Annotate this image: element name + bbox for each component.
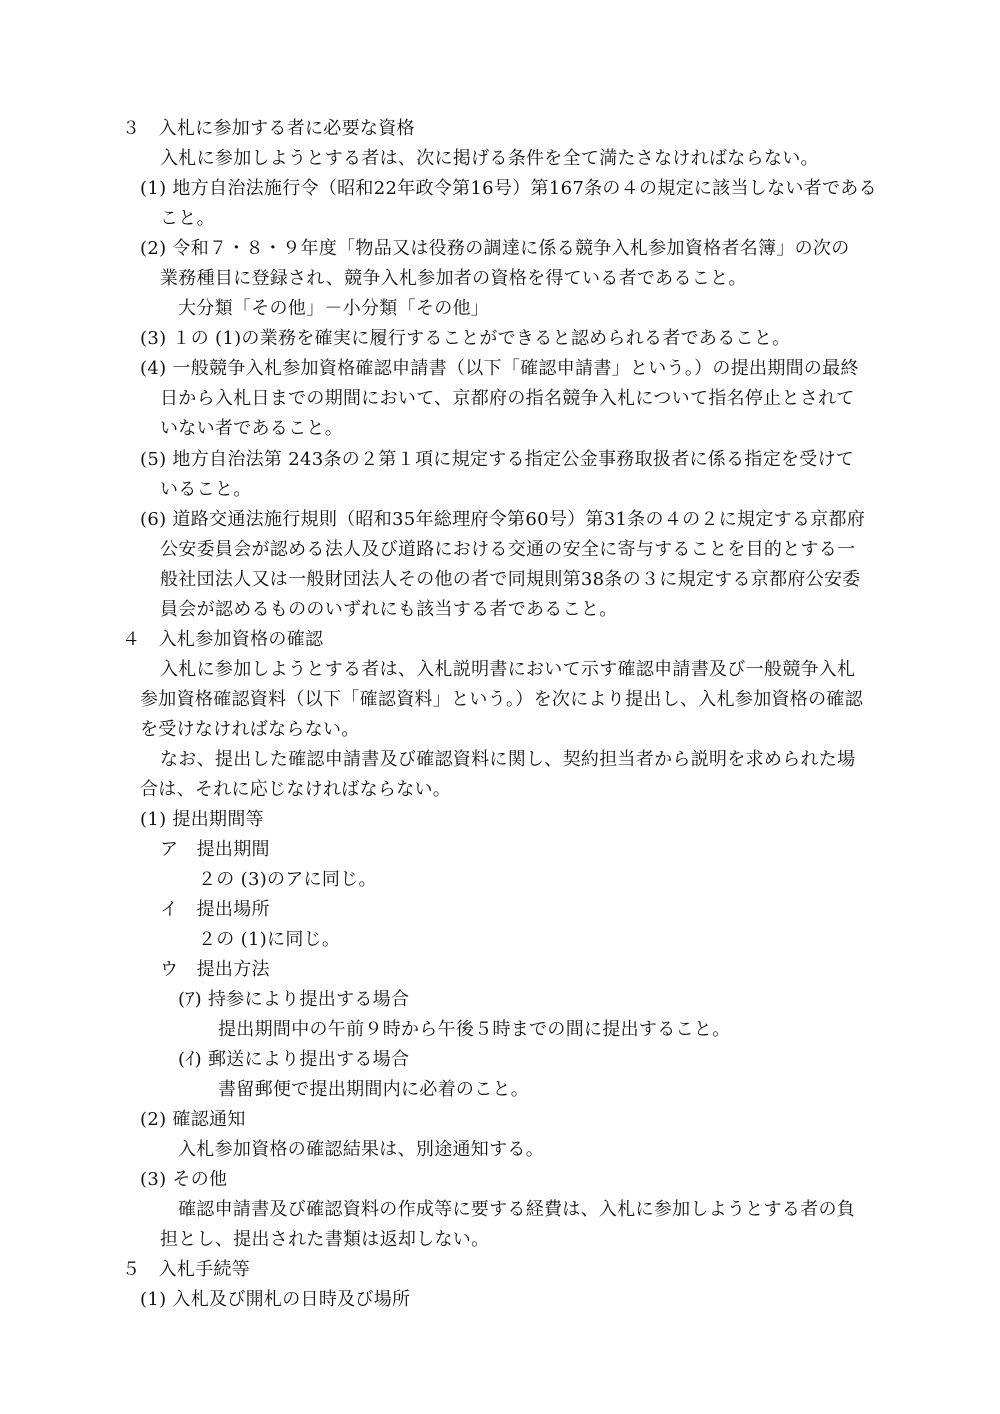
item-4-1-u-a-heading: (ｱ) 持参により提出する場合 <box>178 989 410 1010</box>
item-5-1-heading: (1) 入札及び開札の日時及び場所 <box>140 1289 411 1310</box>
item-4-1-a-body: ２の (3)のアに同じ。 <box>198 869 377 890</box>
item-3-6-line-4: 員会が認めるもののいずれにも該当する者であること。 <box>160 599 618 620</box>
item-4-1-u-a-body: 提出期間中の午前９時から午後５時までの間に提出すること。 <box>218 1019 731 1040</box>
section-4-heading: ４ 入札参加資格の確認 <box>122 629 324 650</box>
item-4-3-body-line-2: 担とし、提出された書類は返却しない。 <box>160 1229 490 1250</box>
item-3-1-line-2: こと。 <box>160 208 215 229</box>
item-3-6-line-1: (6) 道路交通法施行規則（昭和35年総理府令第60号）第31条の４の２に規定する京都府 <box>140 509 866 530</box>
item-3-6-line-2: 公安委員会が認める法人及び道路における交通の安全に寄与することを目的とする一 <box>160 539 856 560</box>
item-3-4-line-3: いない者であること。 <box>160 418 343 439</box>
item-3-5-line-1: (5) 地方自治法第 243条の２第１項に規定する指定公金事務取扱者に係る指定を受けて <box>140 449 855 470</box>
item-3-2-line-2: 業務種目に登録され、競争入札参加者の資格を得ている者であること。 <box>160 268 747 289</box>
item-4-3-heading: (3) その他 <box>140 1169 228 1190</box>
item-4-1-a-heading: ア 提出期間 <box>160 839 270 860</box>
item-4-3-body-line-1: 確認申請書及び確認資料の作成等に要する経費は、入札に参加しようとする者の負 <box>178 1199 856 1220</box>
section-4-para-2-line-1: なお、提出した確認申請書及び確認資料に関し、契約担当者から説明を求められた場 <box>160 749 856 770</box>
item-4-1-i-heading: イ 提出場所 <box>160 899 270 920</box>
item-4-1-u-i-heading: (ｲ) 郵送により提出する場合 <box>178 1049 410 1070</box>
section-3-heading: ３ 入札に参加する者に必要な資格 <box>122 118 415 139</box>
item-4-1-heading: (1) 提出期間等 <box>140 809 264 830</box>
section-3-intro: 入札に参加しようとする者は、次に掲げる条件を全て満たさなければならない。 <box>160 148 819 169</box>
item-4-1-i-body: ２の (1)に同じ。 <box>198 929 341 950</box>
section-4-para-1-line-1: 入札に参加しようとする者は、入札説明書において示す確認申請書及び一般競争入札 <box>160 659 856 680</box>
section-4-para-2-line-2: 合は、それに応じなければならない。 <box>140 779 452 800</box>
item-4-1-u-i-body: 書留郵便で提出期間内に必着のこと。 <box>218 1079 530 1100</box>
item-4-2-body: 入札参加資格の確認結果は、別途通知する。 <box>178 1139 544 1160</box>
item-3-6-line-3: 般社団法人又は一般財団法人その他の者で同規則第38条の３に規定する京都府公安委 <box>160 569 861 590</box>
item-3-4-line-2: 日から入札日までの期間において、京都府の指名競争入札について指名停止とされて <box>160 388 855 409</box>
item-3-3: (3) １の (1)の業務を確実に履行することができると認められる者であること。 <box>140 328 791 349</box>
item-3-5-line-2: いること。 <box>160 479 252 500</box>
item-4-2-heading: (2) 確認通知 <box>140 1109 246 1130</box>
section-4-para-1-line-3: を受けなければならない。 <box>140 719 360 740</box>
item-4-1-u-heading: ウ 提出方法 <box>160 959 270 980</box>
item-3-1-line-1: (1) 地方自治法施行令（昭和22年政令第16号）第167条の４の規定に該当しない者である <box>140 178 877 199</box>
item-3-2-category: 大分類「その他」－小分類「その他」 <box>178 298 490 319</box>
section-4-para-1-line-2: 参加資格確認資料（以下「確認資料」という。）を次により提出し、入札参加資格の確認 <box>140 689 863 710</box>
item-3-2-line-1: (2) 令和７・８・９年度「物品又は役務の調達に係る競争入札参加資格者名簿」の次の <box>140 238 850 259</box>
section-5-heading: ５ 入札手続等 <box>122 1259 251 1280</box>
item-3-4-line-1: (4) 一般競争入札参加資格確認申請書（以下「確認申請書」という。）の提出期間の最終 <box>140 358 859 379</box>
